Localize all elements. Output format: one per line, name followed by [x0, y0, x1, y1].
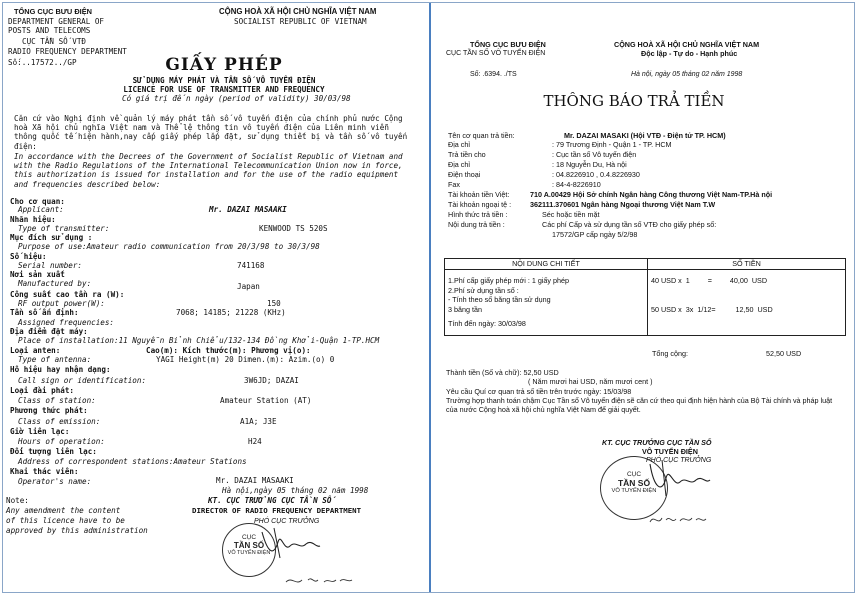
- field-value: Mr. DAZAI MASAAKI: [209, 205, 287, 214]
- stamp-text: TẦN SỐ: [617, 478, 651, 488]
- licence-title: GIẤY PHÉP: [165, 55, 283, 75]
- info-value: Mr. DAZAI MASAKI (Hội VTĐ - Điện tử TP. HCM): [564, 131, 726, 140]
- field-label-vn: Nơi sản xuất: [10, 270, 65, 279]
- handwritten-signature: [254, 524, 324, 564]
- field-label-en: Purpose of use:Amateur radio communication from 20/3/98 to 30/3/98: [18, 242, 320, 251]
- sign-title: DIRECTOR OF RADIO FREQUENCY DEPARTMENT: [192, 506, 362, 515]
- header-right-line: CỘNG HOÀ XÃ HỘI CHỦ NGHĨA VIỆT NAM: [219, 7, 377, 16]
- info-label: Hình thức trả tiền :: [448, 210, 508, 219]
- field-value: 741168: [237, 261, 265, 270]
- note-line: approved by this administration: [6, 526, 148, 535]
- info-value: 710 A.00429 Hội Sở chính Ngân hàng Công thương Việt Nam-TP.Hà nội: [530, 190, 773, 199]
- payment-deadline: Yêu cầu Quí cơ quan trả số tiền trên trước ngày: 15/03/98: [446, 387, 632, 396]
- field-label-vn: Tần số ấn định:: [10, 308, 79, 317]
- field-label-en: Class of station:: [18, 396, 96, 405]
- info-value: Các phí Cấp và sử dụng tần số VTĐ cho giấy phép số:: [542, 220, 717, 229]
- field-label-en: Type of antenna:: [18, 355, 92, 364]
- fee-detail-line: Tính đến ngày: 30/03/98: [448, 319, 526, 328]
- field-label-vn: Giờ liên lạc:: [10, 427, 70, 436]
- fee-detail-cell: [445, 270, 648, 336]
- field-label-en: Call sign or identification:: [18, 376, 147, 385]
- header-left-line: CỤC TẦN SỐ VÔ TUYẾN ĐIỆN: [446, 50, 546, 57]
- stamp-text: VÔ TUYẾN ĐIỆN: [227, 550, 271, 556]
- field-label-en: Hours of operation:: [18, 437, 105, 446]
- field-label-en: RF output power(W):: [18, 299, 105, 308]
- intro-en: In accordance with the Decrees of the Government of Socialist Republic of Vietnam and with the Radio Regulations of the International Telecommunication Union now in force, this authorization is issued for installation and for the use of the radio equipment and frequencies described below:: [14, 152, 403, 189]
- sign-date: Hà nội,ngày 05 tháng 02 năm 1998: [222, 486, 369, 495]
- sign-org: VÔ TUYẾN ĐIỆN: [642, 447, 698, 456]
- field-value: Mr. DAZAI MASAAKI: [216, 476, 294, 485]
- handwritten-signature: [644, 458, 714, 502]
- field-label-vn: Cho cơ quan:: [10, 197, 65, 206]
- info-label: Địa chỉ: [448, 140, 470, 149]
- field-value: Amateur Station (AT): [220, 396, 312, 405]
- notice-date: Hà nội, ngày 05 tháng 02 năm 1998: [631, 71, 743, 78]
- field-label-en: Place of installation:11 Nguyễn Bỉnh Chiểu/132-134 Đồng Khởi-Quận 1-TP.HCM: [18, 336, 380, 345]
- licence-subtitle-vn: SỬ DỤNG MÁY PHÁT VÀ TẦN SỐ VÔ TUYẾN ĐIỆN: [132, 76, 316, 85]
- sign-deputy: PHÓ CỤC TRƯỞNG: [646, 457, 712, 464]
- header-left-line: POSTS AND TELECOMS: [8, 26, 91, 35]
- note-line: Any amendment the content: [6, 506, 121, 515]
- stamp-text: TẦN SỐ: [233, 541, 265, 550]
- info-value: : Cục tần số Vô tuyến điện: [552, 150, 637, 159]
- notice-number: Số: .6394. ./TS: [470, 71, 517, 78]
- field-label-vn: Loại đài phát:: [10, 386, 75, 395]
- permit-reference: 17572/GP cấp ngày 5/2/98: [552, 230, 638, 239]
- info-label: Địa chỉ: [448, 160, 470, 169]
- field-value: KENWOOD TS 520S: [259, 224, 328, 233]
- stamp-text: VÔ TUYẾN ĐIỆN: [611, 488, 657, 494]
- field-value: Japan: [237, 282, 260, 291]
- fee-amount-cell: [648, 270, 846, 336]
- licence-page: [4, 4, 426, 589]
- antenna-line-vn: Cao(m): Kích thước(m): Phương vị(o):: [146, 346, 311, 355]
- field-label-vn: Địa điểm đặt máy:: [10, 327, 88, 336]
- handwritten-name: [648, 512, 708, 528]
- info-label: Tài khoản ngoại tệ :: [448, 200, 512, 209]
- handwritten-initials: [284, 574, 354, 588]
- field-label-vn: Loại anten:: [10, 346, 61, 355]
- total-value: 52,50 USD: [766, 349, 802, 358]
- field-label-vn: Hô hiệu hay nhận dạng:: [10, 365, 111, 374]
- notice-title: THÔNG BÁO TRẢ TIỀN: [543, 92, 725, 110]
- field-value: H24: [248, 437, 262, 446]
- field-label-vn: Mục đích sử dụng :: [10, 233, 93, 242]
- field-label-vn: Nhãn hiệu:: [10, 215, 56, 224]
- field-value: 7068; 14185; 21228 (KHz): [176, 308, 286, 317]
- sign-deputy: PHÓ CỤC TRƯỞNG: [254, 518, 320, 525]
- field-label-en: Type of transmitter:: [18, 224, 110, 233]
- header-right-line: CỘNG HOÀ XÃ HỘI CHỦ NGHĨA VIỆT NAM: [614, 40, 760, 49]
- field-value: 3W6JD; DAZAI: [244, 376, 299, 385]
- antenna-line-en: YAGI Height(m) 20 Dimen.(m): Azim.(o) 0: [156, 355, 335, 364]
- info-value: Séc hoặc tiền mặt: [542, 210, 600, 219]
- info-label: Điện thoại: [448, 170, 481, 179]
- fee-detail-line: 2.Phí sử dụng tần số :: [448, 285, 519, 295]
- field-label-en: Class of emission:: [18, 417, 101, 426]
- fee-table-header: SỐ TIỀN: [648, 259, 846, 270]
- page-divider: [429, 3, 431, 592]
- amount-words: ( Năm mươi hai USD, năm mươi cent ): [528, 377, 653, 386]
- field-label-en: Operator's name:: [18, 477, 92, 486]
- fee-amount-line: 50 USD x 3x 1/12= 12,50 USD: [651, 304, 773, 314]
- field-value: A1A; J3E: [240, 417, 277, 426]
- total-label: Tổng cộng:: [652, 349, 688, 358]
- field-label-vn: Đối tượng liên lạc:: [10, 447, 97, 456]
- info-label: Trả tiền cho: [448, 150, 486, 159]
- info-value: : 18 Nguyễn Du, Hà nội: [552, 160, 627, 169]
- validity-line: Có giá trị đến ngày (period of validity) 30/03/98: [122, 94, 351, 103]
- info-label: Tên cơ quan trả tiền:: [448, 131, 515, 140]
- sign-kt: KT. CỤC TRƯỞNG CỤC TẦN SỐ: [602, 438, 712, 447]
- header-left-line: TỔNG CỤC BƯU ĐIỆN: [470, 40, 546, 49]
- fee-table: [444, 258, 846, 336]
- stamp-text: CỤC: [241, 534, 257, 541]
- header-left-line: RADIO FREQUENCY DEPARTMENT: [8, 47, 127, 56]
- field-label-vn: Khai thác viên:: [10, 467, 79, 476]
- stamp-text: CỤC: [626, 471, 642, 478]
- info-value: : 84-4-8226910: [552, 180, 601, 189]
- fee-detail-line: - Tính theo số băng tần sử dụng: [448, 295, 551, 304]
- fee-detail-line: 3 băng tần: [448, 304, 482, 314]
- fee-detail-line: 1.Phí cấp giấy phép mới : 1 giấy phép: [448, 276, 569, 285]
- field-label-en: Serial number:: [18, 261, 83, 270]
- header-left-line: CỤC TẦN SỐ VTĐ: [22, 37, 87, 46]
- field-label-en: Manufactured by:: [18, 279, 92, 288]
- field-label-vn: Phương thức phát:: [10, 406, 88, 415]
- field-label-vn: Số hiệu:: [10, 252, 47, 261]
- header-left-line: TỔNG CỤC BƯU ĐIỆN: [14, 7, 92, 16]
- info-label: Nội dung trả tiền :: [448, 220, 505, 229]
- licence-number: Số:..17572../GP: [8, 58, 77, 67]
- field-value: 150: [267, 299, 281, 308]
- note-line: of this licence have to be: [6, 516, 125, 525]
- licence-subtitle-en: LICENCE FOR USE OF TRANSMITTER AND FREQUENCY: [123, 85, 325, 94]
- info-value: : 79 Trương Định - Quận 1 - TP. HCM: [552, 140, 672, 149]
- info-value: 362111.370601 Ngân hàng Ngoại thương Việt Nam T.W: [530, 200, 716, 209]
- amount-line: Thành tiền (Số và chữ): 52,50 USD: [446, 368, 559, 377]
- header-right-line: SOCIALIST REPUBLIC OF VIETNAM: [234, 17, 367, 26]
- fee-amount-line: 40 USD x 1 = 40,00 USD: [651, 276, 768, 285]
- field-label-en: Applicant:: [18, 205, 64, 214]
- field-label-en: Assigned frequencies:: [18, 318, 115, 327]
- field-label-vn: Công suất cao tần ra (W):: [10, 290, 125, 299]
- info-label: Tài khoản tiền Việt:: [448, 190, 510, 199]
- info-label: Fax: [448, 180, 460, 189]
- info-value: : 04.8226910 , 0.4.8226930: [552, 170, 640, 179]
- header-left-line: DEPARTMENT GENERAL OF: [8, 17, 105, 26]
- sign-kt: KT. CỤC TRƯỞNG CỤC TẦN SỐ: [208, 496, 337, 505]
- fee-table-header: NỘI DUNG CHI TIẾT: [445, 259, 648, 270]
- field-label-en: Address of correspondent stations:Amateur Stations: [18, 457, 247, 466]
- late-payment-note: Trường hợp thanh toán chậm Cục Tần số Vô tuyến điện sẽ căn cứ theo qui định hiện hành của Bộ Tài chính và pháp luật của nước Cộng hoà xã hội chủ nghĩa Việt Nam để giải quyết.: [446, 396, 833, 415]
- header-right-line: Độc lập - Tự do - Hạnh phúc: [641, 49, 738, 58]
- intro-vn: Căn cứ vào Nghị định về quản lý máy phát tần số vô tuyến điện của chính phủ nước Cộng hoà Xã hội chủ nghĩa Việt nam và Thể lệ thông tin vô tuyến điện của Liên minh viễn thông quốc tế hiện hành,nay cấp giấy phép lắp đặt, sử dụng thiết bị và tần số vô tuyến điện:: [14, 114, 408, 151]
- payment-notice-page: [434, 4, 852, 589]
- note-line: Note:: [6, 496, 29, 505]
